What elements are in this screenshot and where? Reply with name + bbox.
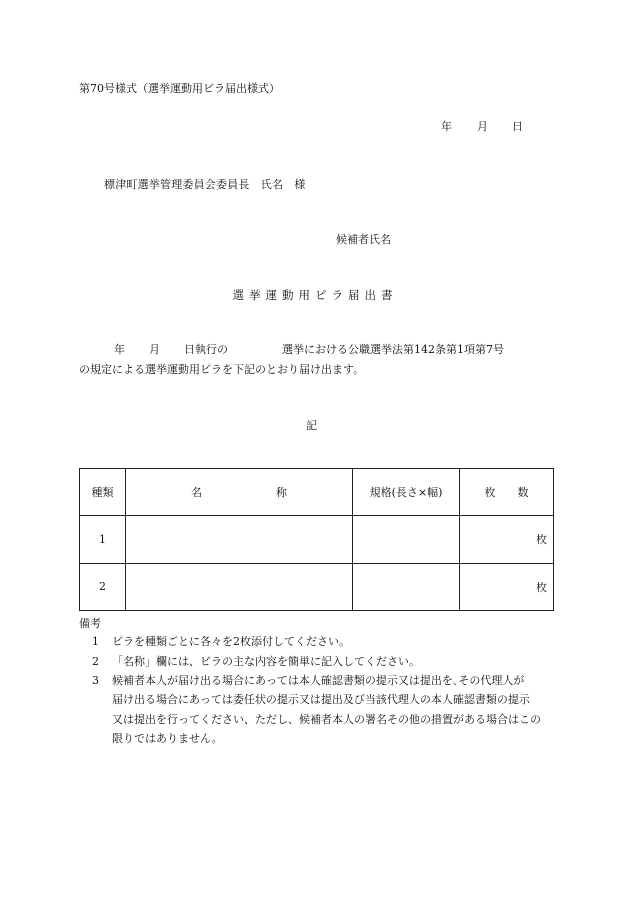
candidate-name-label: 候補者氏名 <box>336 233 391 246</box>
date-month-label: 月 <box>477 120 488 133</box>
note-number: 1 <box>92 635 99 648</box>
addressee: 標津町選挙管理委員会委員長 氏名 様 <box>104 178 306 191</box>
note-text: 「名称」欄には、ビラの主な内容を簡単に記入してください。 <box>112 655 420 668</box>
header-name-right: 称 <box>276 486 287 500</box>
name-cell[interactable] <box>126 563 353 610</box>
note-continuation: 届け出る場合にあっては委任状の提示又は提出及び当該代理人の本人確認書類の提示 <box>112 693 530 706</box>
document-title: 選挙運動用ビラ届出書 <box>232 288 398 302</box>
note-continuation: 又は提出を行ってください、ただし、候補者本人の署名その他の措置がある場合はこの <box>112 713 541 726</box>
notes-heading: 備考 <box>79 617 101 630</box>
count-cell[interactable]: 枚 <box>460 516 554 563</box>
note-number: 2 <box>92 655 99 668</box>
count-cell[interactable]: 枚 <box>460 563 554 610</box>
body-year: 年 <box>114 343 125 356</box>
note-item <box>92 653 420 669</box>
date-line <box>441 118 523 134</box>
form-title: 第70号様式（選挙運動用ビラ届出様式） <box>79 82 280 95</box>
table-header-row <box>80 469 554 516</box>
body-day-exec: 日執行の <box>184 343 228 356</box>
date-day-label: 日 <box>512 120 523 133</box>
row-number: 1 <box>80 516 126 563</box>
row-number: 2 <box>80 563 126 610</box>
header-size: 規格(長さ×幅) <box>353 469 460 516</box>
note-number: 3 <box>92 674 99 687</box>
table-row <box>80 516 554 563</box>
header-type: 種類 <box>80 469 126 516</box>
note-text: 候補者本人が届け出る場合にあっては本人確認書類の提示又は提出を､その代理人が <box>112 674 525 687</box>
note-text: ビラを種類ごとに各々を2枚添付してください。 <box>112 635 350 648</box>
body-line-2: の規定による選挙運動用ビラを下記のとおり届け出ます。 <box>79 363 365 376</box>
size-cell[interactable] <box>353 516 460 563</box>
bill-table <box>79 468 554 611</box>
ki-mark: 記 <box>306 419 317 432</box>
date-year-label: 年 <box>441 120 452 133</box>
body-line-1 <box>114 341 504 357</box>
header-name-left: 名 <box>191 486 202 500</box>
note-item <box>92 672 524 688</box>
note-continuation: 限りではありません。 <box>112 732 223 745</box>
body-line1-rest: 選挙における公職選挙法第142条第1項第7号 <box>282 343 504 356</box>
name-cell[interactable] <box>126 516 353 563</box>
header-name <box>126 469 353 516</box>
size-cell[interactable] <box>353 563 460 610</box>
header-count <box>460 469 554 516</box>
table-row <box>80 563 554 610</box>
header-count-right: 数 <box>517 486 529 500</box>
note-item <box>92 633 350 649</box>
body-month: 月 <box>149 343 160 356</box>
header-count-left: 枚 <box>484 486 496 500</box>
